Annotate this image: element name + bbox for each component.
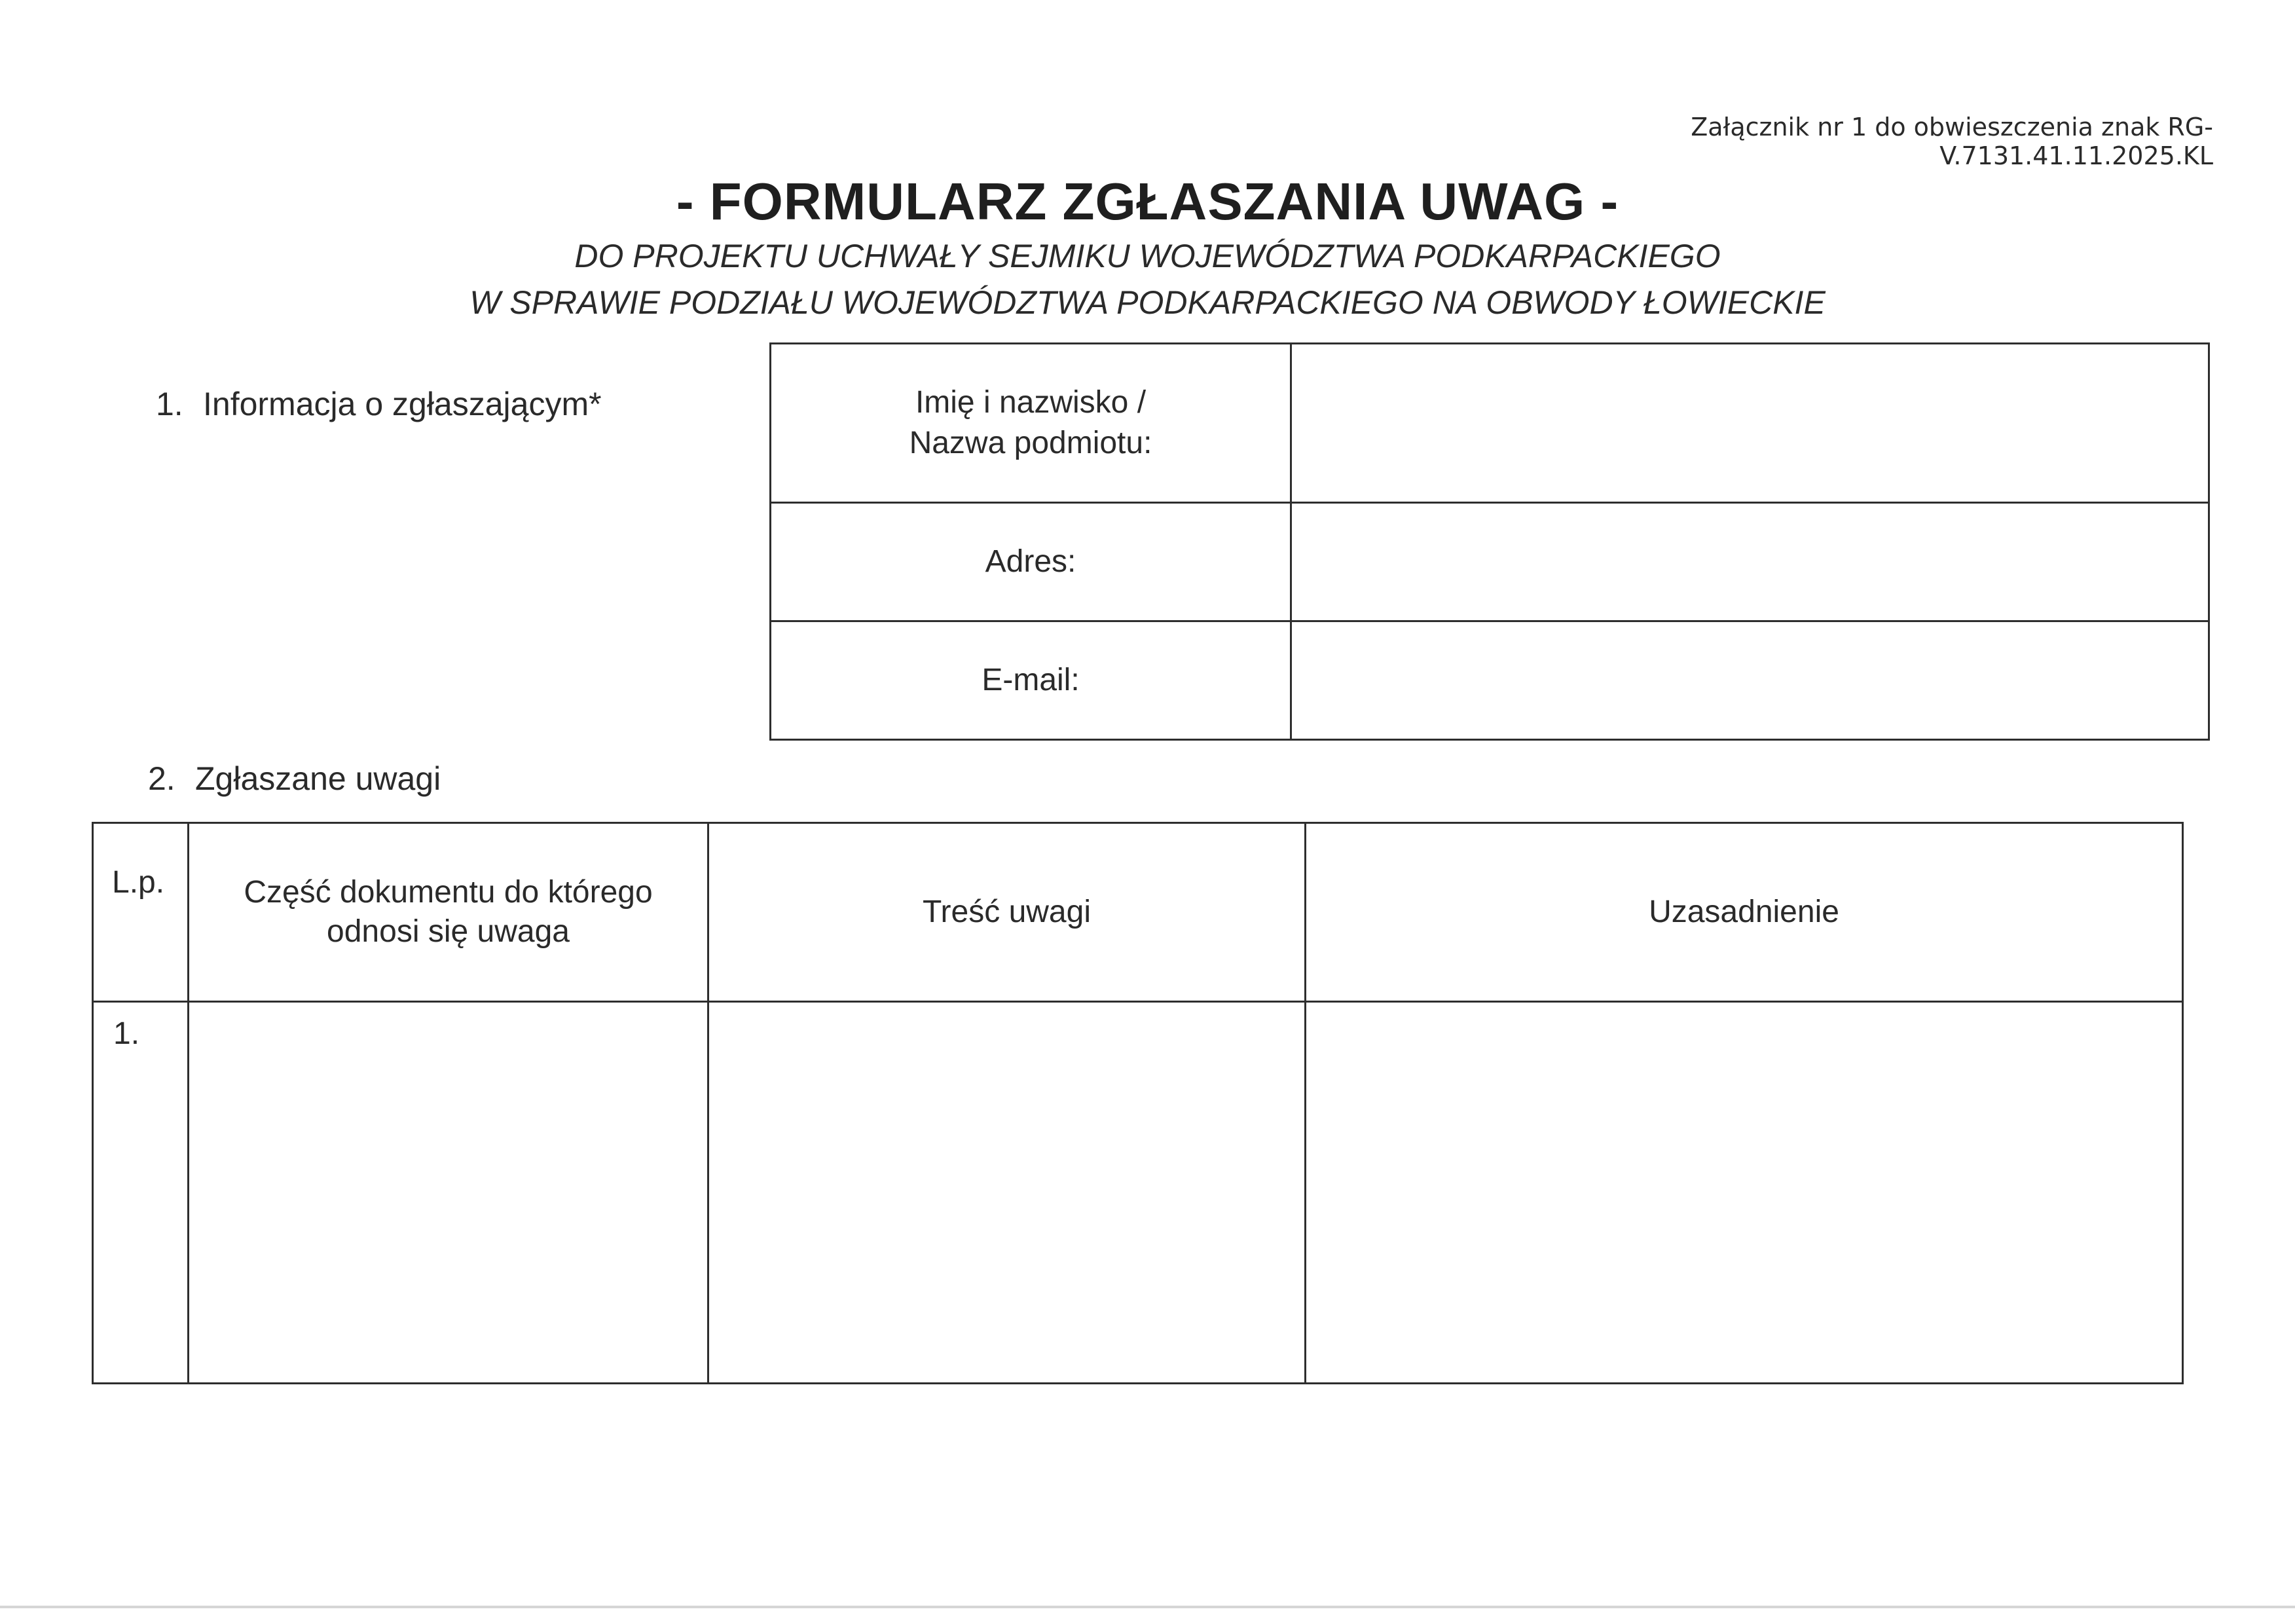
column-header-czesc [189,823,708,1002]
column-header-lp: L.p. [93,823,189,1002]
remarks-header-row [93,823,2183,1002]
annex-note: Załącznik nr 1 do obwieszczenia znak RG-V.7131.41.11.2025.KL [1691,113,2213,170]
section2-heading [148,760,441,798]
section1-heading [156,385,602,423]
form-subtitle-line1: DO PROJEKTU UCHWAŁY SEJMIKU WOJEWÓDZTWA PODKARPACKIEGO [574,238,1721,274]
section2-label: Zgłaszane uwagi [195,760,441,797]
table-row [93,1002,2183,1384]
row-number: 1. [93,1002,189,1384]
czesc-dokumentu-field[interactable] [189,1002,708,1384]
column-header-czesc-line2: odnosi się uwaga [327,914,570,949]
section1-number: 1. [156,386,183,422]
uzasadnienie-field[interactable] [1306,1002,2183,1384]
form-title: - FORMULARZ ZGŁASZANIA UWAG - [676,172,1619,231]
info-row-email [771,621,2209,740]
section2-number: 2. [148,760,175,797]
column-header-czesc-line1: Część dokumentu do którego [244,875,653,910]
submitter-info-table [769,342,2210,741]
column-header-tresc: Treść uwagi [708,823,1306,1002]
info-label-email: E-mail: [771,621,1291,740]
section1-label: Informacja o zgłaszającym* [203,386,602,422]
info-row-address [771,503,2209,621]
scan-edge-line [0,1606,2295,1608]
info-label-name-line1: Imię i nazwisko / [915,385,1147,420]
email-field[interactable] [1291,621,2209,740]
remarks-table [92,822,2184,1384]
tresc-uwagi-field[interactable] [708,1002,1306,1384]
name-field[interactable] [1291,344,2209,503]
info-row-name [771,344,2209,503]
info-label-name [771,344,1291,503]
address-field[interactable] [1291,503,2209,621]
column-header-uzasadnienie: Uzasadnienie [1306,823,2183,1002]
info-label-address: Adres: [771,503,1291,621]
info-label-name-line2: Nazwa podmiotu: [909,426,1152,460]
form-subtitle-line2: W SPRAWIE PODZIAŁU WOJEWÓDZTWA PODKARPACKIEGO NA OBWODY ŁOWIECKIE [469,284,1826,321]
